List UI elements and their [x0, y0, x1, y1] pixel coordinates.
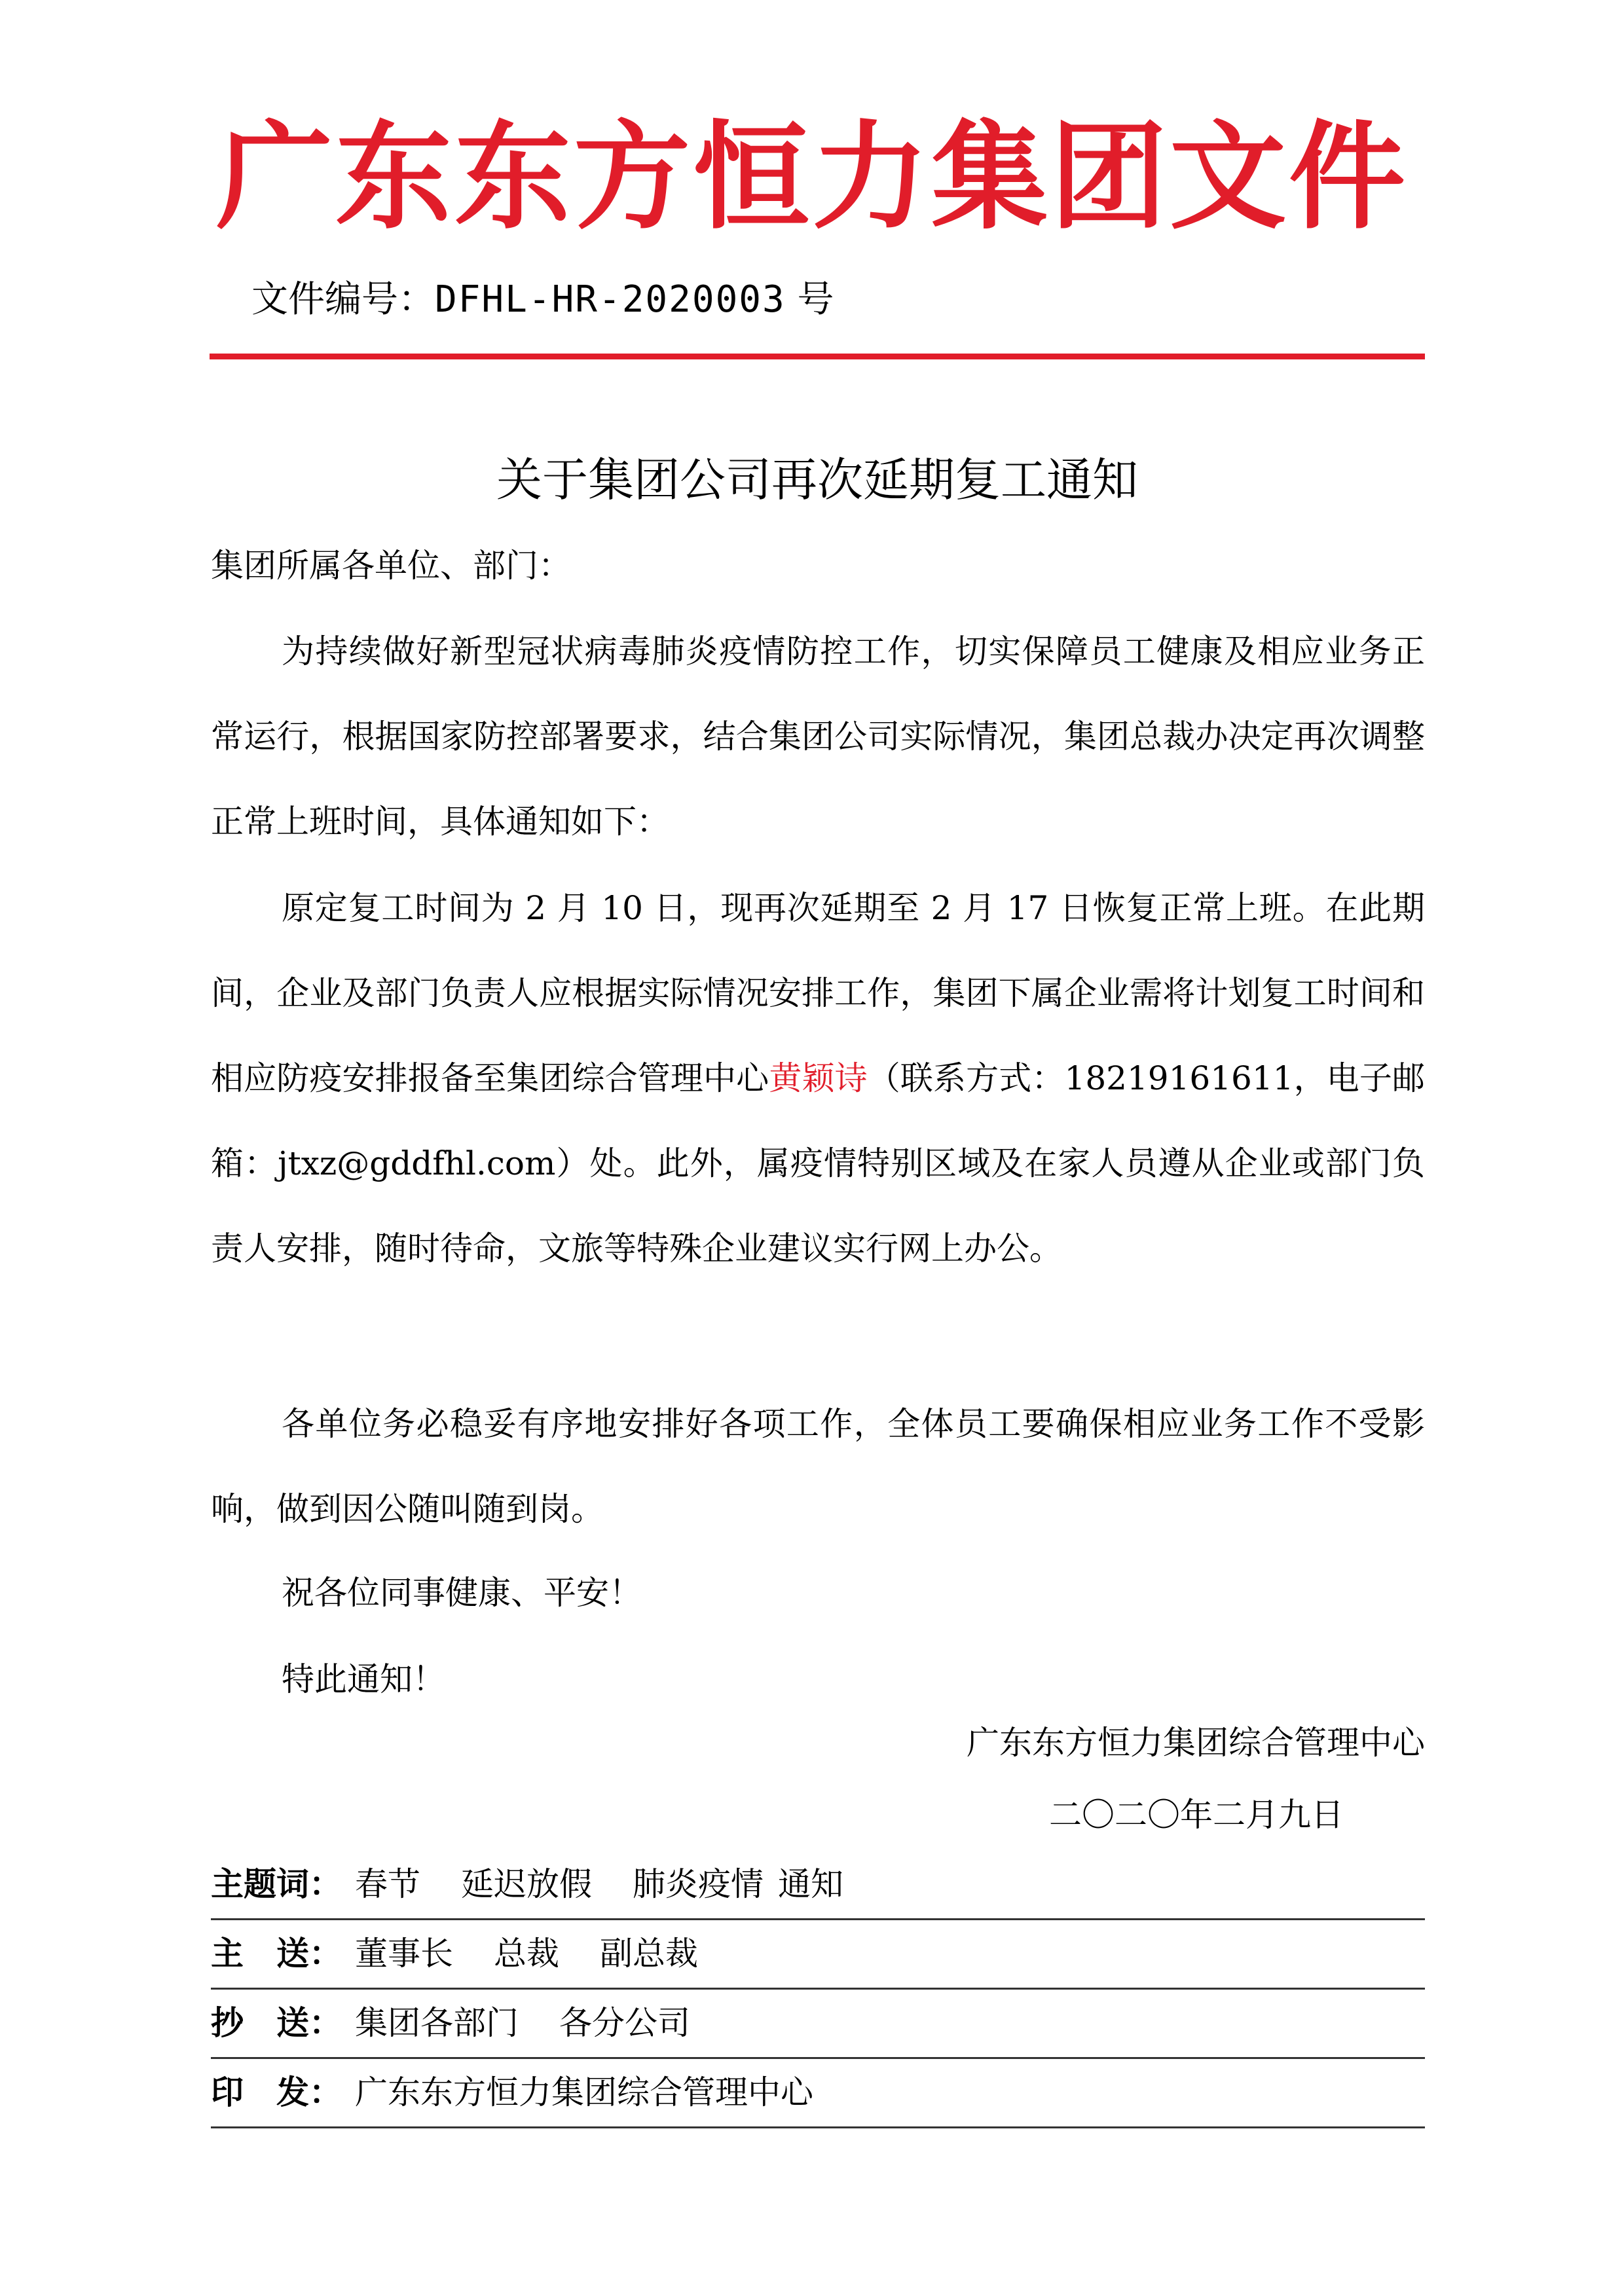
signer: 广东东方恒力集团综合管理中心 [967, 1724, 1425, 1762]
keyword-item: 延迟放假 [461, 1865, 592, 1903]
recipient-item: 总裁 [494, 1935, 559, 1973]
file-number-label: 文件编号： [251, 278, 435, 321]
file-number [251, 274, 834, 326]
contact-person-name: 黄颖诗 [769, 1059, 868, 1097]
keyword-item: 通知 [778, 1865, 843, 1903]
paragraph-closing: 特此通知！ [282, 1660, 445, 1698]
paragraph-wishes: 祝各位同事健康、平安！ [282, 1574, 642, 1612]
issuer-item: 广东东方恒力集团综合管理中心 [355, 2073, 813, 2111]
paragraph-intro: 为持续做好新型冠状病毒肺炎疫情防控工作，切实保障员工健康及相应业务正常运行，根据国家防控部署要求，结合集团公司实际情况，集团总裁办决定再次调整正常上班时间，具体通知如下： [211, 632, 1425, 841]
paragraph-requirements: 各单位务必稳妥有序地安排好各项工作，全体员工要确保相应业务工作不受影响，做到因公随叫随到岗。 [211, 1405, 1425, 1528]
keywords-row [211, 1858, 1425, 1926]
divider-line [211, 2057, 1425, 2059]
addressee: 集团所属各单位、部门： [211, 547, 571, 585]
paragraph-schedule-text-a: 原定复工时间为 2 月 10 日，现再次延期至 2 月 17 日恢复正常上班。在此期间，企业及部门负责人应根据实际情况安排工作，集团下属企业需将计划复工时间和相应防疫安排报备至集团综合管理中心 [211, 889, 1425, 1097]
keywords-values [355, 1865, 884, 1903]
main-recipients-row [211, 1927, 1425, 1995]
divider-line [211, 1988, 1425, 1990]
keywords-label: 主题词： [211, 1865, 342, 1903]
divider-line [211, 1918, 1425, 1920]
file-number-suffix: 号 [785, 278, 834, 321]
recipient-item: 副总裁 [600, 1935, 698, 1973]
issued-by-label: 印 发： [211, 2073, 342, 2111]
file-number-code: DFHL-HR-2020003 [435, 278, 786, 321]
main-recipients-values [355, 1935, 739, 1973]
cc-values [355, 2004, 731, 2042]
document-title: 关于集团公司再次延期复工通知 [496, 453, 1138, 507]
issued-by-row [211, 2066, 1425, 2134]
recipient-item: 董事长 [355, 1935, 453, 1973]
keyword-item: 春节 [355, 1865, 420, 1903]
red-header-rule [210, 354, 1425, 359]
issued-by-values [355, 2073, 854, 2111]
divider-line [211, 2126, 1425, 2128]
issue-date: 二〇二〇年二月九日 [1049, 1796, 1344, 1834]
main-recipients-label: 主 送： [211, 1935, 342, 1973]
cc-item: 集团各部门 [355, 2004, 519, 2042]
paragraph-schedule [211, 866, 1425, 1291]
cc-item: 各分公司 [559, 2004, 690, 2042]
keyword-item: 肺炎疫情 [633, 1865, 764, 1903]
org-header-title: 广东东方恒力集团文件 [216, 108, 1408, 245]
paragraph-schedule-text-b: （联系方式：18219161611，电子邮箱：jtxz@gddfhl.com）处。此外，属疫情特别区域及在家人员遵从企业或部门负责人安排，随时待命，文旅等特殊企业建议实行网上办公。 [211, 1059, 1425, 1267]
cc-row [211, 1997, 1425, 2065]
cc-label: 抄 送： [211, 2004, 342, 2042]
